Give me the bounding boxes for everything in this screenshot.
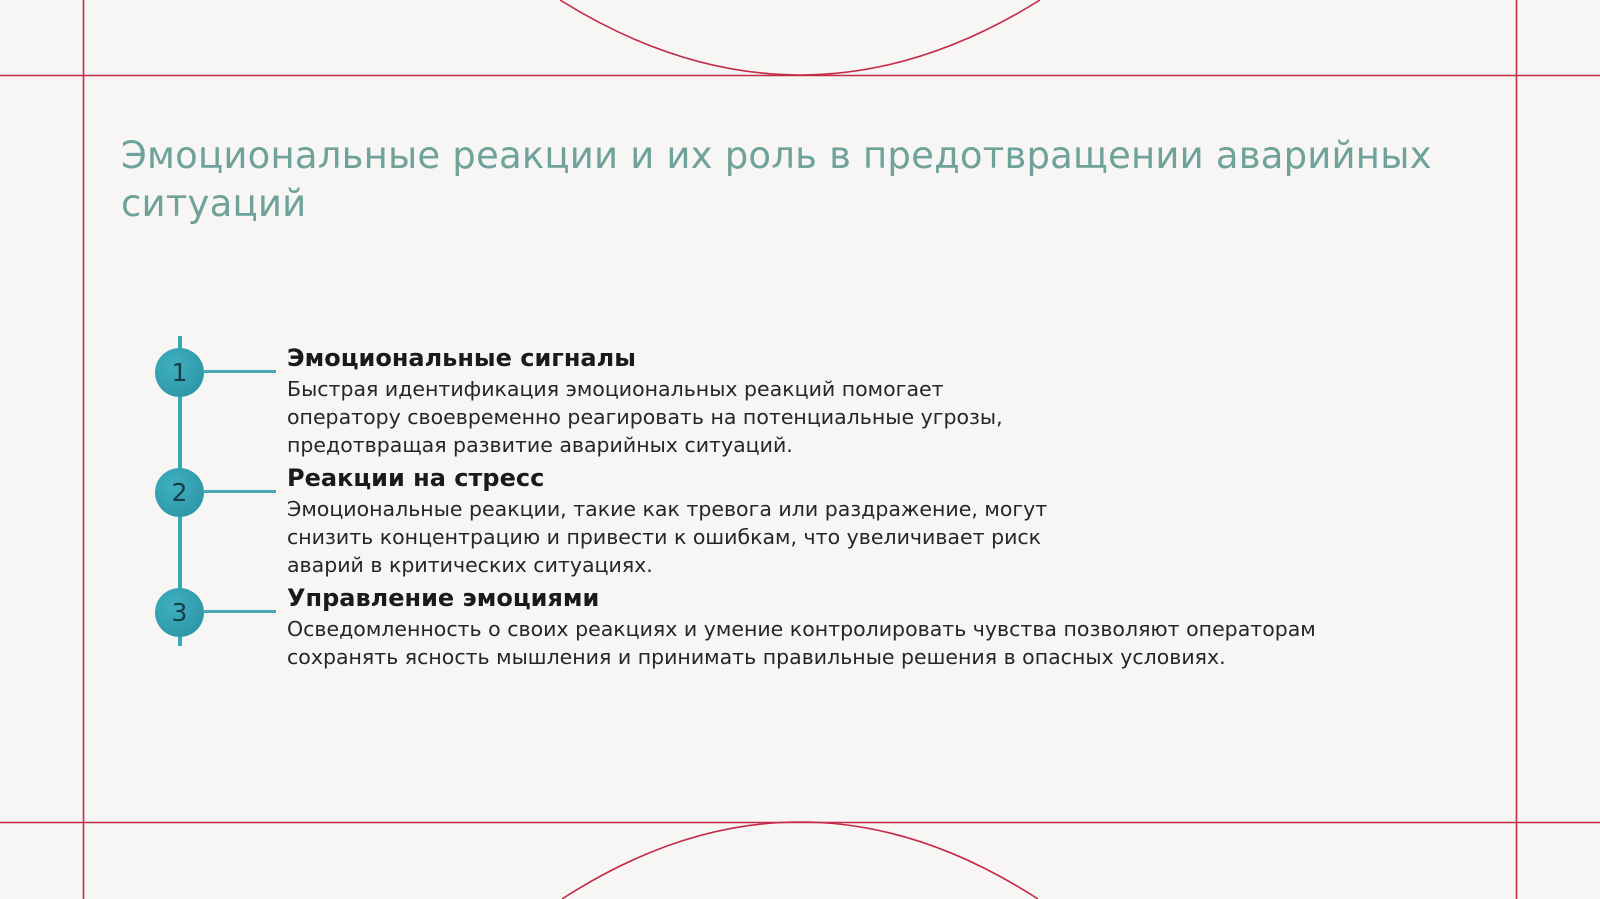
timeline-step-3 [287, 581, 1467, 671]
step-description-line: сохранять ясность мышления и принимать правильные решения в опасных условиях. [287, 645, 1226, 669]
step-heading: Управление эмоциями [287, 584, 600, 612]
frame-arc-bottom [562, 822, 1038, 899]
frame-arc-top [560, 0, 1040, 75]
slide-title: Эмоциональные реакции и их роль в предотвращении аварийных ситуаций [121, 134, 1432, 225]
timeline-connector-2 [204, 490, 276, 493]
timeline-connector-3 [204, 610, 276, 613]
step-description-line: Осведомленность о своих реакциях и умение контролировать чувства позволяют операторам [287, 617, 1316, 641]
step-heading: Реакции на стресс [287, 464, 545, 492]
step-description [287, 495, 1467, 579]
step-description-line: аварий в критических ситуациях. [287, 553, 653, 577]
timeline-connector-1 [204, 370, 276, 373]
step-heading: Эмоциональные сигналы [287, 344, 636, 372]
step-description-line: оператору своевременно реагировать на потенциальные угрозы, [287, 405, 1003, 429]
timeline-step-2 [287, 461, 1467, 579]
step-description-line: предотвращая развитие аварийных ситуаций. [287, 433, 793, 457]
step-description-line: Эмоциональные реакции, такие как тревога или раздражение, могут [287, 497, 1048, 521]
timeline-step-1 [287, 341, 1467, 459]
step-description-line: снизить концентрацию и привести к ошибкам, что увеличивает риск [287, 525, 1042, 549]
step-number-1: 1 [155, 348, 204, 397]
step-description [287, 375, 1467, 459]
step-number-2: 2 [155, 468, 204, 517]
step-description-line: Быстрая идентификация эмоциональных реакций помогает [287, 377, 944, 401]
step-description [287, 615, 1467, 671]
step-number-3: 3 [155, 588, 204, 637]
